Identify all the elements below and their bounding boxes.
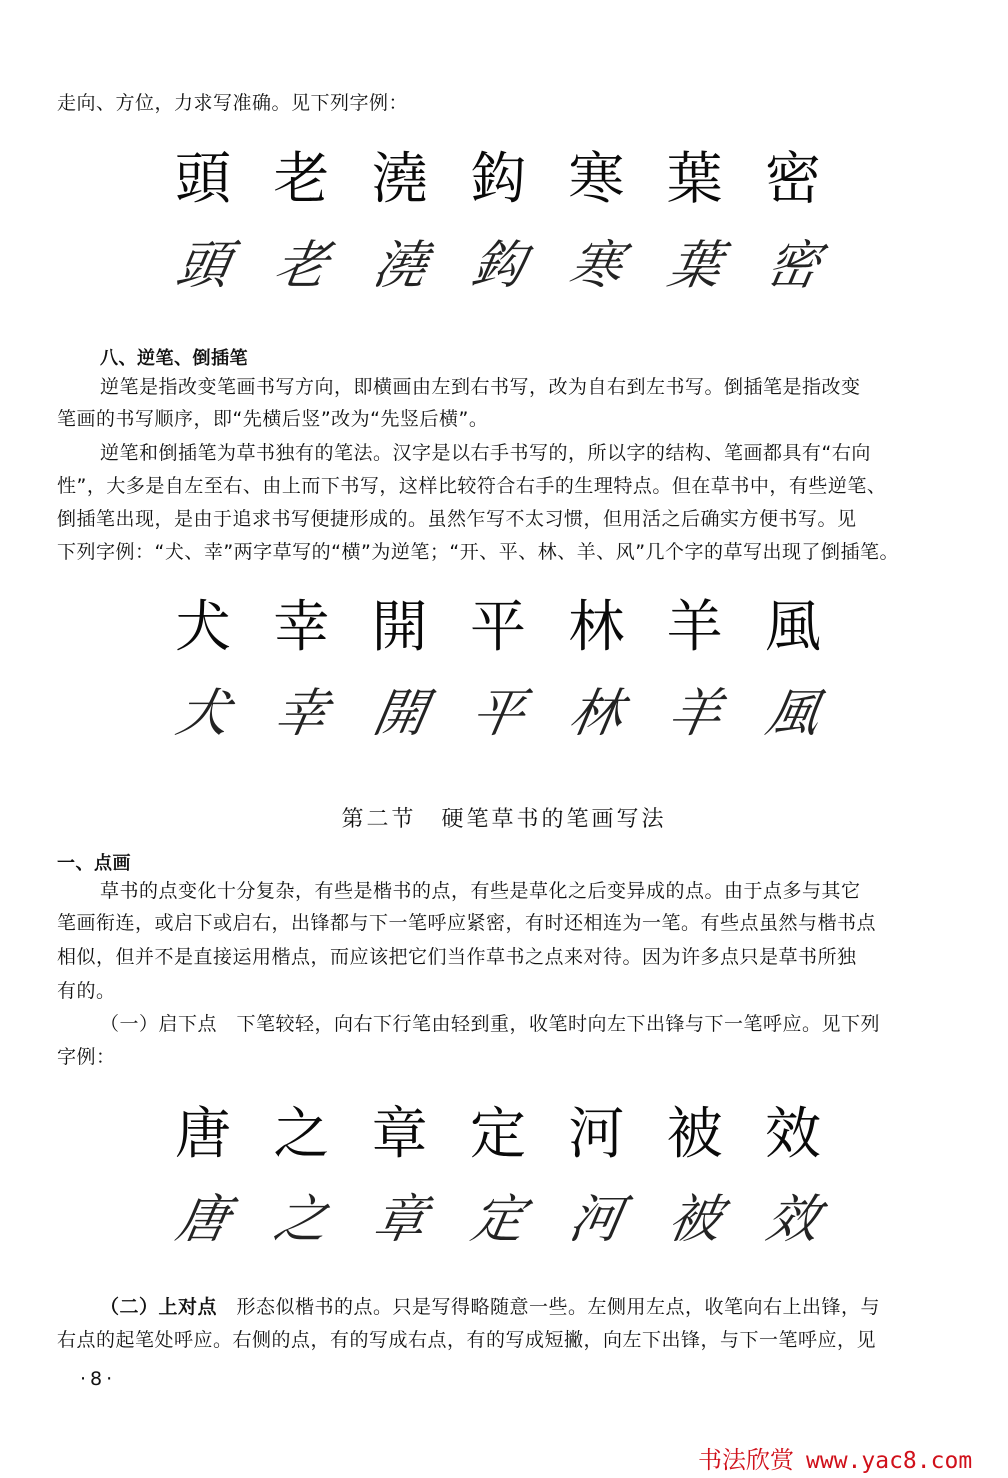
example-char-cursive: 老 xyxy=(270,236,333,296)
example-char: 鈎 xyxy=(469,147,526,212)
paragraph-line: 逆笔和倒插笔为草书独有的笔法。汉字是以右手书写的，所以字的结构、笔画都具有“右向 xyxy=(100,442,871,464)
paragraph-line: 字例： xyxy=(57,1046,116,1068)
paragraph-line xyxy=(100,1013,938,1035)
example-char: 河 xyxy=(568,1102,625,1167)
section-title: 第二节 硬笔草书的笔画写法 xyxy=(341,807,667,832)
example-char: 密 xyxy=(764,147,821,212)
example-char-cursive: 平 xyxy=(466,684,530,744)
example-char-cursive: 被 xyxy=(663,1190,726,1250)
example-char-cursive: 河 xyxy=(565,1190,628,1250)
page-number: ·8· xyxy=(80,1368,117,1390)
example-row-regular-2 xyxy=(158,595,838,660)
example-char-cursive: 開 xyxy=(368,684,431,744)
example-char: 開 xyxy=(371,595,428,660)
subsection-heading: 一、点画 xyxy=(57,853,131,874)
example-row-cursive-1 xyxy=(158,236,838,296)
subsection-label: （一）启下点 xyxy=(100,1013,218,1035)
example-char-cursive: 林 xyxy=(565,684,628,744)
example-row-regular-1 xyxy=(158,147,838,212)
paragraph-line: 笔画衔连，或启下或启右，出锋都与下一笔呼应紧密，有时还相连为一笔。有些点虽然与楷书点 xyxy=(57,912,877,934)
paragraph-line: 草书的点变化十分复杂，有些是楷书的点，有些是草化之后变异成的点。由于点多与其它 xyxy=(100,880,861,902)
watermark-url: www.yac8.com xyxy=(806,1448,973,1474)
example-char-cursive: 寒 xyxy=(565,236,628,296)
example-char-cursive: 犬 xyxy=(171,684,235,744)
example-row-cursive-3 xyxy=(158,1190,838,1250)
example-char-cursive: 幸 xyxy=(270,684,333,744)
example-row-cursive-2 xyxy=(158,684,838,744)
example-char: 林 xyxy=(568,595,625,660)
example-char: 幸 xyxy=(273,595,330,660)
example-char-cursive: 章 xyxy=(368,1190,431,1250)
example-char: 羊 xyxy=(666,595,723,660)
intro-line: 走向、方位，力求写准确。见下列字例： xyxy=(57,92,409,114)
paragraph-line: 右点的起笔处呼应。右侧的点，有的写成右点，有的写成短撇，向左下出锋，与下一笔呼应，见 xyxy=(57,1329,877,1351)
subsection-text: 下笔较轻，向右下行笔由轻到重，收笔时向左下出锋与下一笔呼应。见下列 xyxy=(217,1013,881,1035)
example-char-cursive: 之 xyxy=(270,1190,333,1250)
example-char-cursive: 風 xyxy=(761,684,825,744)
example-char: 犬 xyxy=(175,595,231,660)
example-char: 平 xyxy=(469,595,526,660)
example-row-regular-3 xyxy=(158,1102,838,1167)
example-char: 風 xyxy=(764,595,821,660)
paragraph-line: 下列字例：“犬、幸”两字草写的“横”为逆笔；“开、平、林、羊、风”几个字的草写出现了倒插笔。 xyxy=(57,541,900,563)
example-char-cursive: 頭 xyxy=(171,236,235,296)
example-char-cursive: 定 xyxy=(466,1190,530,1250)
example-char-cursive: 羊 xyxy=(663,684,726,744)
paragraph-line: 逆笔是指改变笔画书写方向，即横画由左到右书写，改为自右到左书写。倒插笔是指改变 xyxy=(100,376,861,398)
subsection-label: （二）上对点 xyxy=(100,1296,218,1318)
example-char: 寒 xyxy=(568,147,625,212)
paragraph-line: 倒插笔出现，是由于追求书写便捷形成的。虽然乍写不太习惯，但用活之后确实方便书写。见 xyxy=(57,508,857,530)
example-char-cursive: 密 xyxy=(761,236,825,296)
paragraph-line: 相似，但并不是直接运用楷点，而应该把它们当作草书之点来对待。因为许多点只是草书所独 xyxy=(57,946,857,968)
example-char-cursive: 葉 xyxy=(663,236,726,296)
example-char: 澆 xyxy=(371,147,428,212)
paragraph-line: 性”，大多是自左至右、由上而下书写，这样比较符合右手的生理特点。但在草书中，有些逆笔、 xyxy=(57,475,887,497)
watermark xyxy=(698,1440,972,1475)
example-char: 效 xyxy=(764,1102,821,1167)
example-char-cursive: 效 xyxy=(761,1190,825,1250)
example-char: 定 xyxy=(469,1102,526,1167)
example-char-cursive: 澆 xyxy=(368,236,431,296)
paragraph-line: 笔画的书写顺序，即“先横后竖”改为“先竖后横”。 xyxy=(57,408,489,430)
example-char-cursive: 鈎 xyxy=(466,236,530,296)
paragraph-line: 有的。 xyxy=(57,980,116,1002)
section-heading: 八、逆笔、倒插笔 xyxy=(100,348,248,369)
example-char: 被 xyxy=(666,1102,723,1167)
example-char: 章 xyxy=(371,1102,428,1167)
subsection-text: 形态似楷书的点。只是写得略随意一些。左侧用左点，收笔向右上出锋，与 xyxy=(217,1296,881,1318)
example-char: 葉 xyxy=(666,147,723,212)
example-char-cursive: 唐 xyxy=(171,1190,235,1250)
paragraph-line xyxy=(100,1296,938,1318)
watermark-text: 书法欣赏 xyxy=(698,1446,794,1474)
example-char: 唐 xyxy=(175,1102,231,1167)
example-char: 老 xyxy=(273,147,330,212)
example-char: 之 xyxy=(273,1102,330,1167)
example-char: 頭 xyxy=(175,147,231,212)
